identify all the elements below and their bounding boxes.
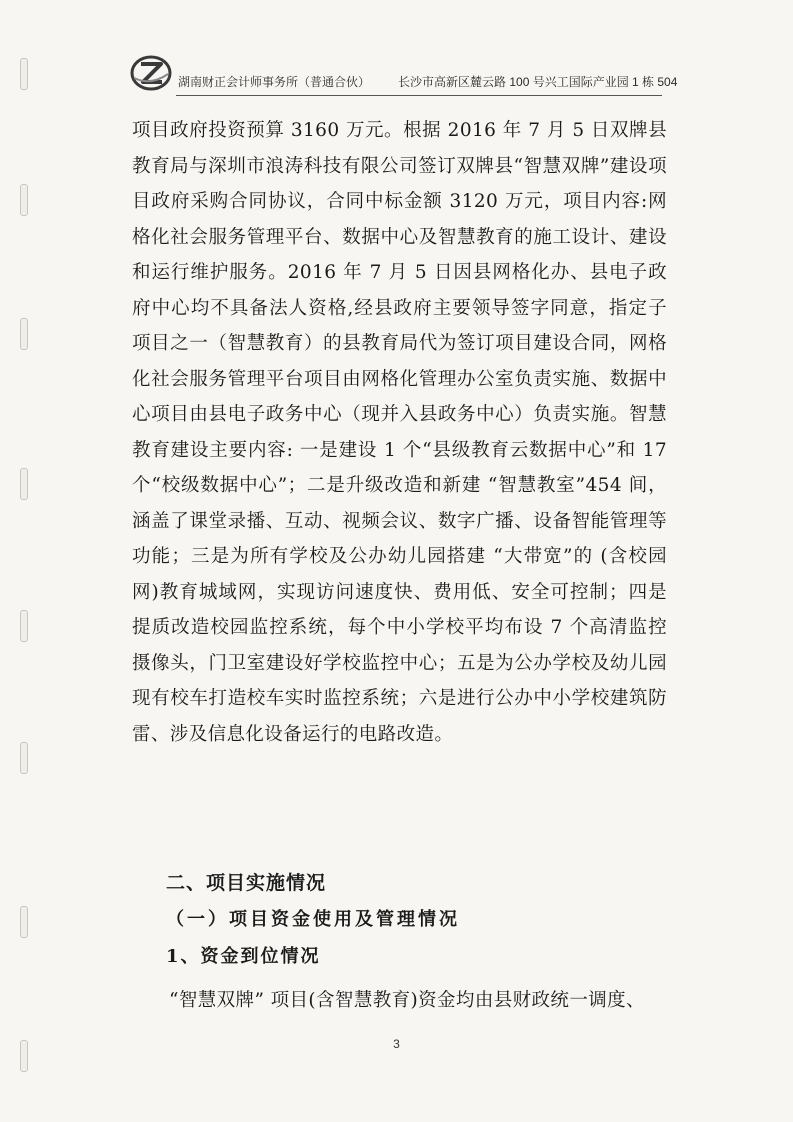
firm-logo-z-icon bbox=[130, 52, 172, 94]
document-body bbox=[132, 113, 667, 752]
letterhead bbox=[130, 50, 690, 94]
binding-mark bbox=[20, 318, 28, 350]
subsection-heading: （一）项目资金使用及管理情况 bbox=[166, 909, 460, 930]
body-paragraph: “智慧双牌” 项目(含智慧教育)资金均由县财政统一调度、 bbox=[169, 990, 645, 1011]
section-heading: 二、项目实施情况 bbox=[166, 872, 327, 894]
binding-mark bbox=[20, 906, 28, 938]
binding-mark bbox=[20, 742, 28, 774]
binding-mark bbox=[20, 468, 28, 500]
firm-address: 长沙市高新区麓云路 100 号兴工国际产业园 1 栋 504 bbox=[398, 75, 678, 89]
header-divider bbox=[176, 95, 662, 96]
page-number: 3 bbox=[393, 1037, 400, 1051]
subsubsection-heading: 1、资金到位情况 bbox=[166, 946, 321, 967]
binding-mark bbox=[20, 184, 28, 216]
firm-name: 湖南财正会计师事务所（普通合伙） bbox=[178, 75, 371, 89]
binding-mark bbox=[20, 58, 28, 90]
binding-mark bbox=[20, 610, 28, 642]
body-paragraph: 项目政府投资预算 3160 万元。根据 2016 年 7 月 5 日双牌县教育局与深圳市浪涛科技有限公司签订双牌县“智慧双牌”建设项目政府采购合同协议，合同中标金额 3120 万元，项目内容:网格化社会服务管理平台、数据中心及智慧教育的施工设计、建设和运行维护服务。2016 年 7 月 5 日因县网格化办、县电子政府中心均不具备法人资格,经县政府主要领导签字同意，指定子项目之一（智慧教育）的县教育局代为签订项目建设合同，网格化社会服务管理平台项目由网格化管理办公室负责实施、数据中心项目由县电子政务中心（现并入县政务中心）负责实施。智慧教育建设主要内容: 一是建设 1 个“县级教育云数据中心”和 17 个“校级数据中心”；二是升级改造和新建 “智慧教室”454 间，涵盖了课堂录播、互动、视频会议、数字广播、设备智能管理等功能；三是为所有学校及公办幼儿园搭建 “大带宽”的 (含校园网)教育城域网，实现访问速度快、费用低、安全可控制；四是提质改造校园监控系统，每个中小学校平均布设 7 个高清监控摄像头，门卫室建设好学校监控中心；五是为公办学校及幼儿园现有校车打造校车实时监控系统；六是进行公办中小学校建筑防雷、涉及信息化设备运行的电路改造。 bbox=[132, 120, 667, 745]
